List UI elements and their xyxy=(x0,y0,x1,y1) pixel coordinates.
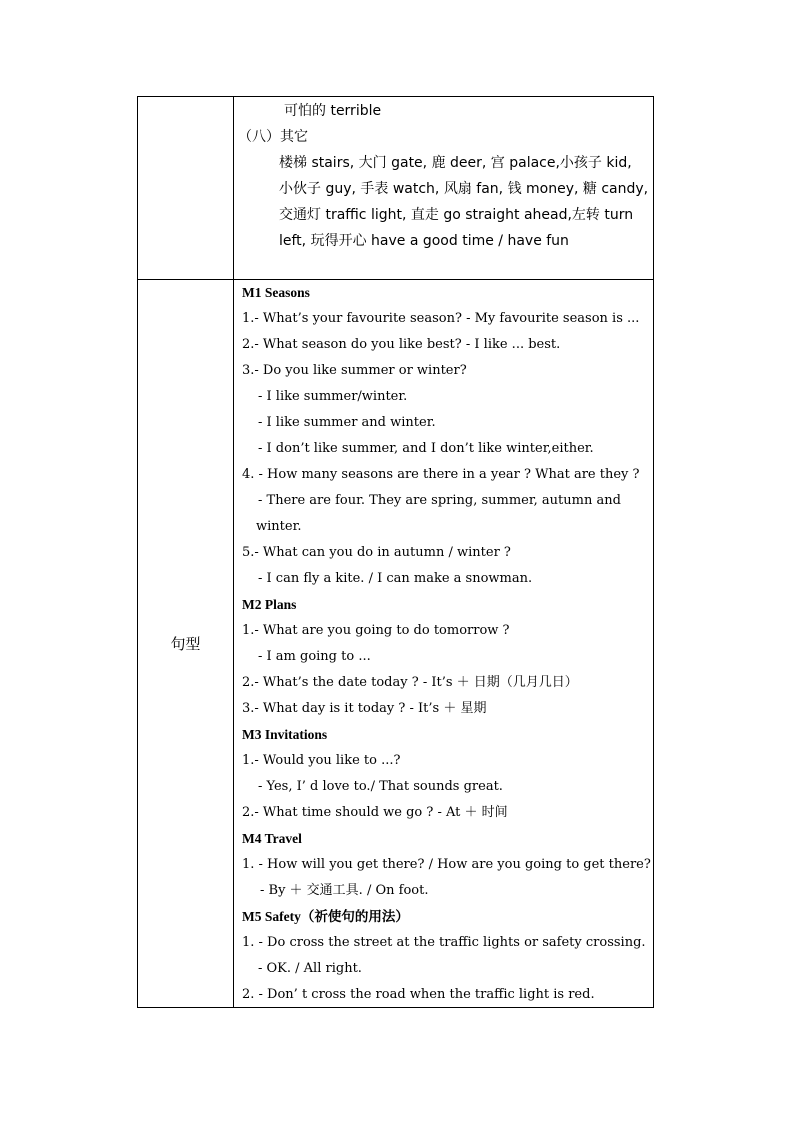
sentence-line: winter. xyxy=(256,519,302,534)
vocab-line-4: left, 玩得开心 have a good time / have fun xyxy=(279,233,569,249)
sentence-line: - I am going to ... xyxy=(258,649,371,664)
sentence-line: - I don’t like summer, and I don’t like winter,either. xyxy=(258,441,594,456)
sentence-line: 3.- What day is it today ? - It’s ＋ 星期 xyxy=(242,701,487,716)
sentence-line: 2.- What time should we go ? - At ＋ 时间 xyxy=(242,805,508,820)
vocab-row xyxy=(138,97,654,280)
sentence-line: 2. - Don’ t cross the road when the traffic light is red. xyxy=(242,987,595,1002)
sentence-line: 1. - Do cross the street at the traffic lights or safety crossing. xyxy=(242,935,646,950)
sentence-line: 5.- What can you do in autumn / winter ? xyxy=(242,545,511,560)
sentence-line: 4. - How many seasons are there in a year ? What are they ? xyxy=(242,467,640,482)
sentence-line: 2.- What season do you like best? - I like ... best. xyxy=(242,337,561,352)
sentence-line: - I can fly a kite. / I can make a snowman. xyxy=(258,571,533,586)
vocab-sentence-table xyxy=(137,96,654,1008)
module-heading-m5: M5 Safety（祈使句的用法） xyxy=(242,909,409,924)
vocab-line-1: 楼梯 stairs, 大门 gate, 鹿 deer, 宫 palace,小孩子 kid, xyxy=(279,155,632,171)
sentence-line: - I like summer/winter. xyxy=(258,389,408,404)
sentence-label: 句型 xyxy=(170,635,201,653)
sentence-line: 3.- Do you like summer or winter? xyxy=(242,363,467,378)
module-heading-m4: M4 Travel xyxy=(242,831,302,846)
module-heading-m1: M1 Seasons xyxy=(242,285,310,300)
sentence-line: 1.- Would you like to ...? xyxy=(242,753,401,768)
sentence-content-cell xyxy=(234,280,654,1008)
vocab-label-cell xyxy=(138,97,234,280)
sentence-line: - Yes, I’ d love to./ That sounds great. xyxy=(258,779,503,794)
vocab-line-3: 交通灯 traffic light, 直走 go straight ahead,左转 turn xyxy=(279,207,634,223)
vocab-line-2: 小伙子 guy, 手表 watch, 风扇 fan, 钱 money, 糖 candy, xyxy=(279,181,649,197)
sentence-line: - By ＋ 交通工具. / On foot. xyxy=(260,883,429,898)
sentence-row xyxy=(138,280,654,1008)
vocab-content-cell xyxy=(234,97,654,280)
sentence-line: 2.- What’s the date today ? - It’s ＋ 日期（几月几日） xyxy=(242,675,578,690)
sentence-line: 1. - How will you get there? / How are you going to get there? xyxy=(242,857,651,872)
sentence-line: - There are four. They are spring, summer, autumn and xyxy=(258,493,621,508)
sentence-line: 1.- What are you going to do tomorrow ? xyxy=(242,623,510,638)
sentence-line: - OK. / All right. xyxy=(258,961,362,976)
sentence-line: 1.- What’s your favourite season? - My favourite season is ... xyxy=(242,311,640,326)
sentence-label-cell xyxy=(138,280,234,1008)
sentence-line: - I like summer and winter. xyxy=(258,415,436,430)
vocab-line-terrible: 可怕的 terrible xyxy=(284,103,382,119)
section-heading-others: （八）其它 xyxy=(238,129,308,145)
module-heading-m3: M3 Invitations xyxy=(242,727,328,742)
module-heading-m2: M2 Plans xyxy=(242,597,297,612)
